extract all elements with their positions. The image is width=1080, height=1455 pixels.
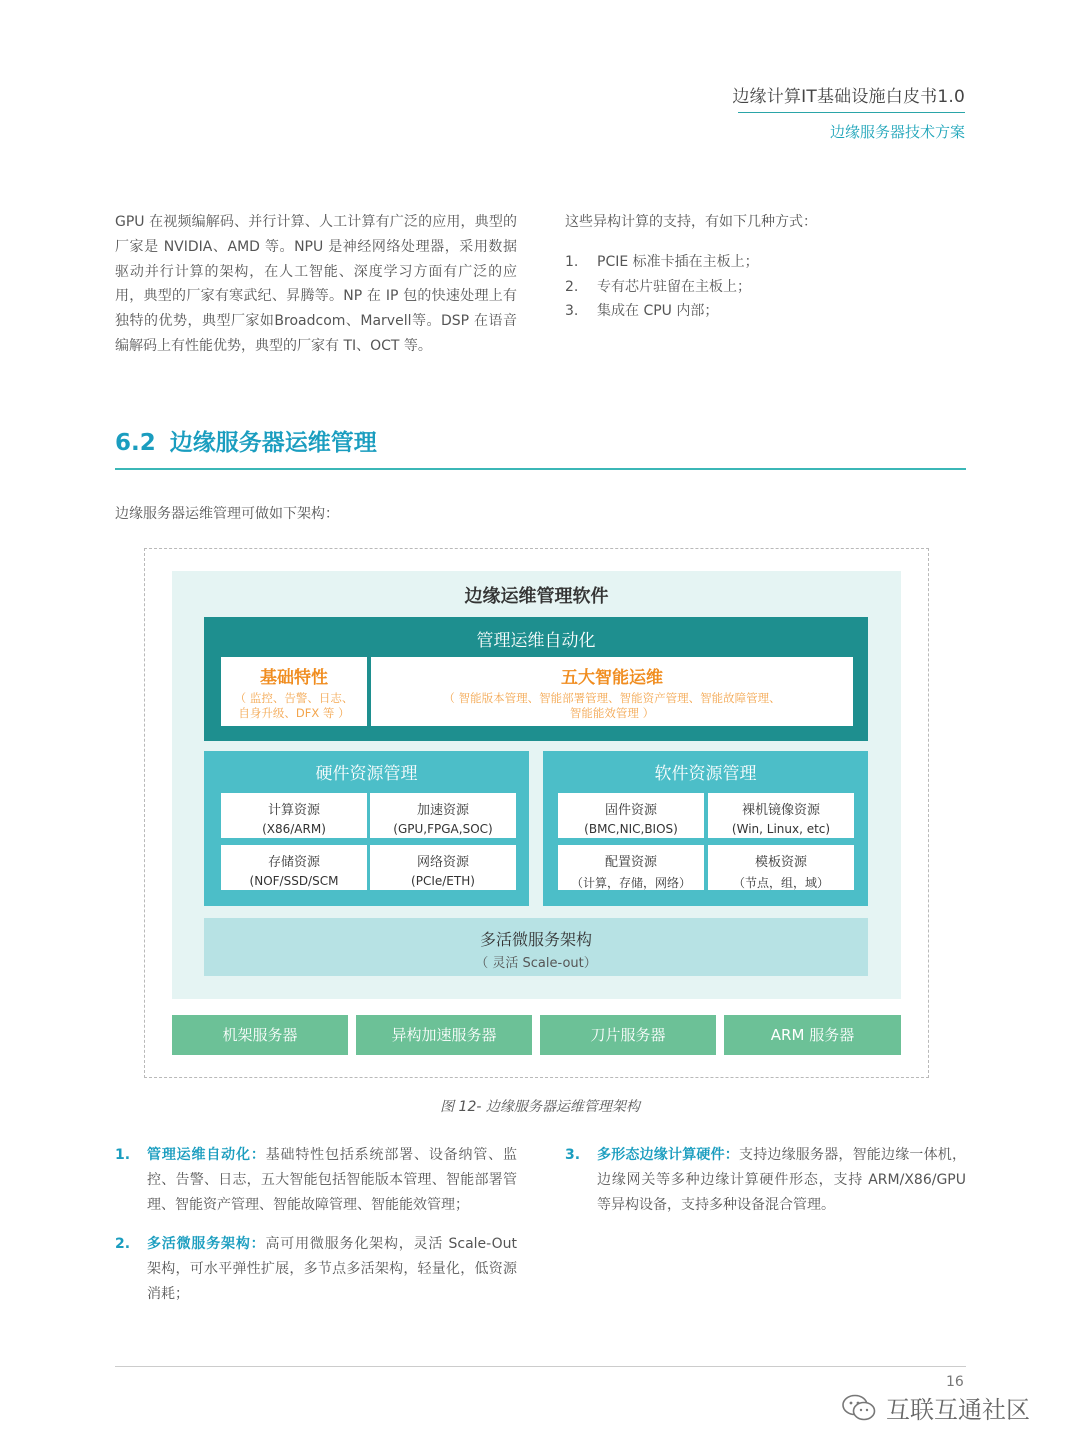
accel-resource-cell [370,793,516,838]
point-number: 2. [115,1236,131,1252]
document-title: 边缘计算IT基础设施白皮书1.0 [732,87,965,107]
network-resource-cell [370,845,516,890]
point-label: 多活微服务架构： [147,1236,266,1252]
basic-features-box [221,657,367,726]
footer-divider [115,1366,966,1367]
automation-title: 管理运维自动化 [476,631,596,651]
point-label: 多形态边缘计算硬件： [597,1147,739,1163]
point-number: 1. [115,1147,131,1163]
intro-right-column [565,210,966,324]
basic-features-detail-2: 自身升级、DFX 等 ） [238,706,350,720]
figure-caption: 图 12- 边缘服务器运维管理架构 [440,1099,640,1115]
chapter-title: 边缘服务器技术方案 [829,123,965,141]
cell-detail: (Win, Linux, etc) [731,822,831,836]
blade-server-block: 刀片服务器 [540,1015,716,1055]
cell-name: 存储资源 [267,855,320,870]
list-number: 3. [565,303,579,320]
wechat-icon [842,1394,876,1422]
baremetal-image-cell [708,793,854,838]
smart-ops-title: 五大智能运维 [561,668,663,688]
point-item [115,1143,517,1217]
intro-paragraph: GPU 在视频编解码、并行计算、人工计算有广泛的应用，典型的厂家是 NVIDIA、AMD 等。NPU 是神经网络处理器，采用数据驱动并行计算的架构，在人工智能、深度学习方面有广泛的应用，典型的厂家有寒武纪、昇腾等。NP 在 IP 包的快速处理上有独特的优势，典型厂家如Broadcom、Marvell等。DSP 在语音编解码上有性能优势，典型的厂家有 TI、OCT 等。 [115,214,517,354]
cell-name: 加速资源 [416,803,469,818]
page-number: 16 [946,1374,964,1390]
watermark-text: 互联互通社区 [886,1396,1030,1424]
template-resource-cell [708,845,854,890]
point-body [597,1143,966,1217]
list-item [565,250,966,275]
cell-name: 模板资源 [754,855,807,870]
list-text: 集成在 CPU 内部； [597,303,719,320]
point-item [565,1143,966,1217]
point-body [147,1232,517,1306]
firmware-resource-cell [558,793,704,838]
microservice-detail: （ 灵活 Scale-out） [475,956,597,971]
list-text: PCIE 标准卡插在主板上； [597,253,759,270]
rack-server-block: 机架服务器 [172,1015,348,1055]
smart-ops-detail-2: 智能能效管理 ） [569,706,655,720]
microservice-title: 多活微服务架构 [479,930,592,949]
point-number: 3. [565,1147,581,1163]
software-resource-panel-title: 软件资源管理 [654,764,757,784]
cell-detail: (X86/ARM) [262,822,326,836]
cell-detail: (PCIe/ETH) [411,874,475,888]
smart-ops-detail-1: （ 智能版本管理、智能部署管理、智能资产管理、智能故障管理、 [443,691,781,705]
cell-detail: (NOF/SSD/SCM [249,874,339,888]
section-heading [115,424,377,457]
header-divider [738,112,965,113]
point-text: 支持边缘服务器，智能边缘一体机，边缘网关等多种边缘计算硬件形态，支持 ARM/X86/GPU 等异构设备，支持多种设备混合管理。 [597,1147,966,1213]
cell-detail: （计算，存储，网络） [570,876,691,890]
cell-detail: (BMC,NIC,BIOS) [584,822,678,836]
smart-ops-box [371,657,853,726]
arm-server-block: ARM 服务器 [724,1015,901,1055]
hardware-panel-title: 硬件资源管理 [315,764,418,784]
point-body [147,1143,517,1217]
list-text: 专有芯片驻留在主板上； [597,278,751,295]
point-text: 高可用微服务化架构，灵活 Scale-Out 架构，可水平弹性扩展，多节点多活架构，轻量化，低资源消耗； [147,1236,517,1302]
point-label: 管理运维自动化： [147,1147,266,1163]
microservice-block [204,918,868,976]
cell-name: 网络资源 [416,855,469,870]
section-title: 边缘服务器运维管理 [169,430,377,456]
basic-features-detail-1: （ 监控、告警、日志、 [234,691,354,705]
list-number: 1. [565,253,579,270]
list-item [565,299,966,324]
software-layer-title: 边缘运维管理软件 [464,586,609,607]
cell-name: 固件资源 [604,803,657,818]
cell-name: 计算资源 [267,803,320,818]
basic-features-title: 基础特性 [260,668,328,688]
watermark [842,1390,1030,1425]
heterogeneous-server-block: 异构加速服务器 [356,1015,532,1055]
section-number: 6.2 [115,430,156,456]
intro-lead: 这些异构计算的支持，有如下几种方式： [565,214,817,230]
section-lead: 边缘服务器运维管理可做如下架构： [115,506,339,522]
section-divider [115,468,966,470]
list-number: 2. [565,278,579,295]
cell-name: 配置资源 [604,855,657,870]
storage-resource-cell [221,845,367,890]
point-text: 基础特性包括系统部署、设备纳管、监控、告警、日志，五大智能包括智能版本管理、智能部署管理、智能资产管理、智能故障管理、智能能效管理； [147,1147,518,1213]
cell-detail: （节点，组，域） [732,876,829,890]
integration-list [565,250,966,324]
point-item [115,1232,517,1306]
compute-resource-cell [221,793,367,838]
list-item [565,275,966,300]
cell-detail: (GPU,FPGA,SOC) [393,822,493,836]
config-resource-cell [558,845,704,890]
cell-name: 裸机镜像资源 [741,803,820,818]
